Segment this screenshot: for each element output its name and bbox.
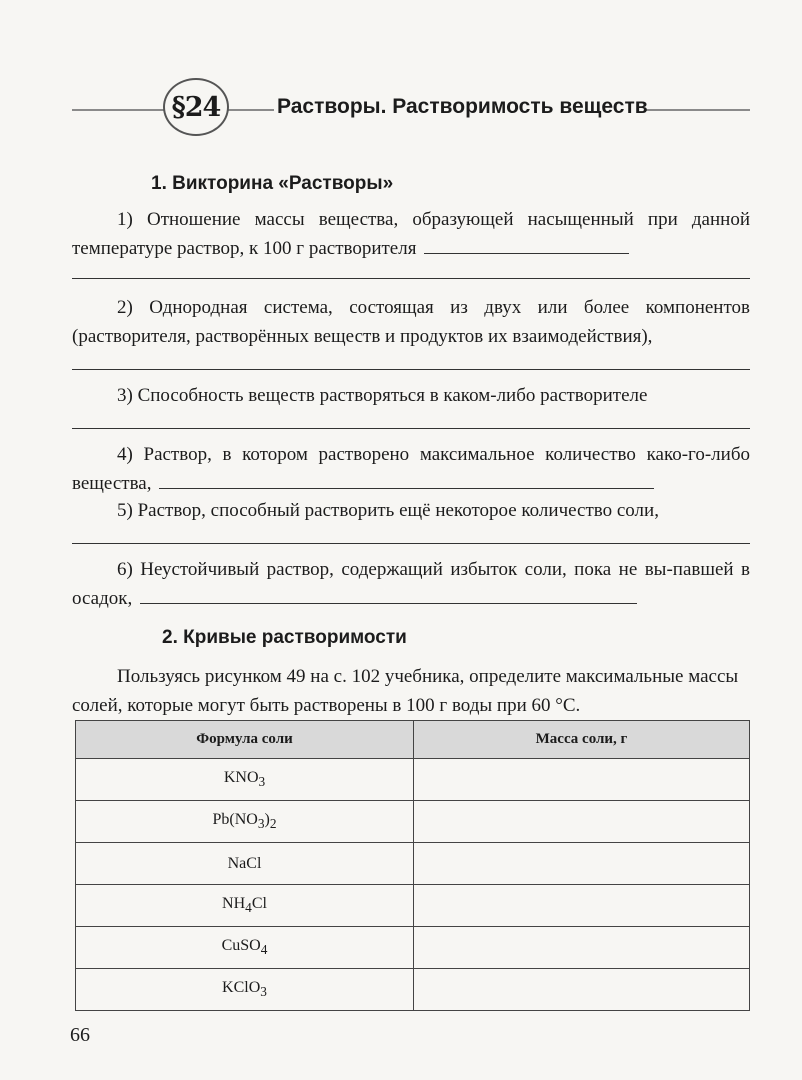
salt-formula: KClO$_3$ — [76, 969, 414, 1011]
salt-formula: $Pb(NO_3)_2$ — [76, 801, 414, 843]
header-rule-right — [225, 109, 274, 111]
salt-formula: NaCl — [76, 843, 414, 885]
salt-mass-cell[interactable] — [414, 927, 750, 969]
salt-mass-cell[interactable] — [414, 759, 750, 801]
salt-formula: $KNO_3$ — [76, 759, 414, 801]
answer-line[interactable] — [159, 488, 654, 489]
salt-formula: CuSO$_4$ — [76, 927, 414, 969]
solubility-instructions: Пользуясь рисунком 49 на с. 102 учебника, определите максимальные массы солей, которые могут быть растворены в 100 г воды при 60 °С. — [72, 666, 739, 716]
answer-line[interactable] — [72, 428, 750, 429]
salt-formula: $NH_4Cl$ — [76, 885, 414, 927]
solubility-table — [75, 720, 750, 1011]
quiz-item-6: 6) Неустойчивый раствор, содержащий избыток соли, пока не вы-павшей в осадок, — [72, 559, 750, 609]
quiz-item-3: 3) Способность веществ растворяться в каком-либо растворителе — [117, 385, 648, 406]
answer-line[interactable] — [424, 253, 629, 254]
column-header-mass: Масса соли, г — [414, 721, 750, 759]
header-rule-left — [72, 109, 164, 111]
solubility-heading: 2. Кривые растворимости — [162, 627, 407, 648]
answer-line[interactable] — [140, 603, 637, 604]
quiz-heading: 1. Викторина «Растворы» — [151, 173, 394, 194]
section-number-badge: §24 — [163, 78, 229, 136]
page-number: 66 — [70, 1024, 90, 1046]
header-rule-end — [645, 109, 750, 111]
table-row — [76, 843, 750, 885]
quiz-item-5: 5) Раствор, способный растворить ещё некоторое количество соли, — [117, 500, 659, 521]
answer-line[interactable] — [72, 369, 750, 370]
column-header-formula: Формула соли — [76, 721, 414, 759]
answer-line[interactable] — [72, 543, 750, 544]
answer-line[interactable] — [72, 278, 750, 279]
salt-mass-cell[interactable] — [414, 969, 750, 1011]
quiz-item-2: 2) Однородная система, состоящая из двух или более компонентов (растворителя, растворённых веществ и продуктов их взаимодействия), — [72, 297, 750, 347]
section-title: Растворы. Растворимость веществ — [277, 95, 648, 118]
quiz-item-1: 1) Отношение массы вещества, образующей насыщенный при данной температуре раствор, к 100 г растворителя — [72, 209, 750, 259]
table-row — [76, 927, 750, 969]
quiz-item-4: 4) Раствор, в котором растворено максимальное количество како-го-либо вещества, — [72, 444, 750, 494]
table-row — [76, 801, 750, 843]
table-row — [76, 759, 750, 801]
table-row — [76, 969, 750, 1011]
salt-mass-cell[interactable] — [414, 885, 750, 927]
salt-mass-cell[interactable] — [414, 843, 750, 885]
table-row — [76, 885, 750, 927]
salt-mass-cell[interactable] — [414, 801, 750, 843]
